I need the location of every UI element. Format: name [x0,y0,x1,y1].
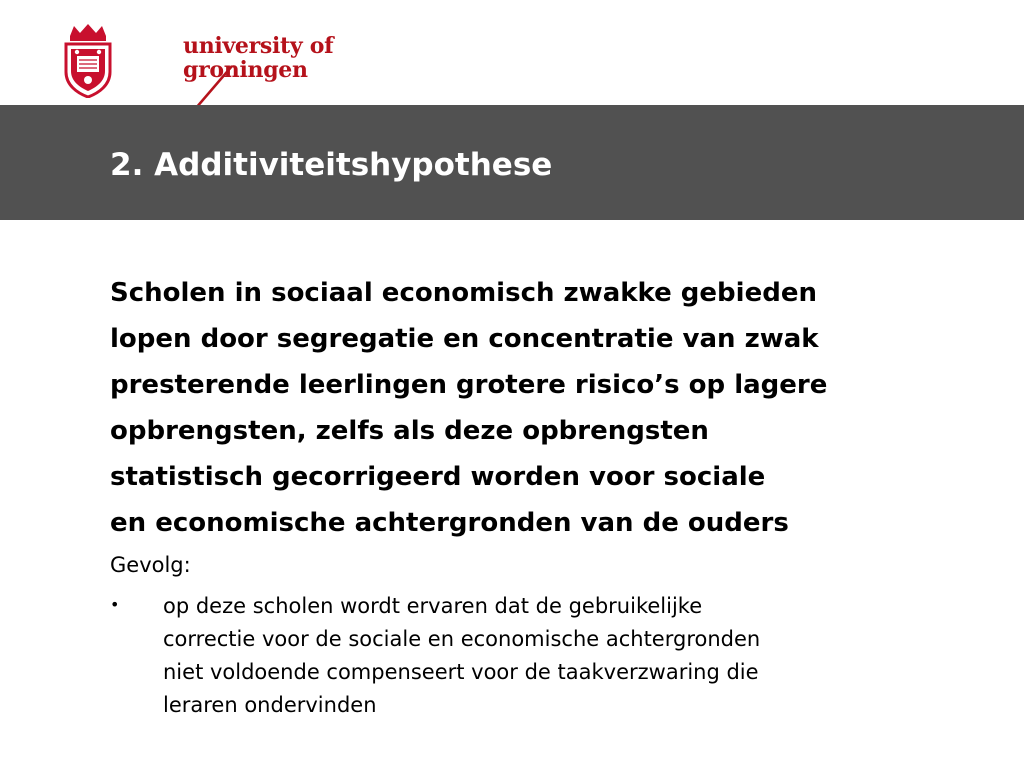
bullet-text [163,590,760,722]
slide-title: 2. Additiviteitshypothese [110,147,553,183]
lead-line: Scholen in sociaal economisch zwakke gebieden [110,278,817,308]
wordmark-line-1: university of [183,33,334,59]
lead-line: opbrengsten, zelfs als deze opbrengsten [110,416,709,446]
lead-line: en economische achtergronden van de ouders [110,508,789,538]
bullet-marker: • [110,595,120,614]
bullet-line: correctie voor de sociale en economische achtergronden [163,627,761,651]
university-wordmark [183,34,333,82]
university-crest-icon [62,22,114,98]
lead-line: statistisch gecorrigeerd worden voor sociale [110,462,766,492]
lead-paragraph [110,270,1000,546]
wordmark-line-2: groningen [183,57,308,83]
lead-line: lopen door segregatie en concentratie van zwak [110,324,819,354]
bullet-line: op deze scholen wordt ervaren dat de gebruikelijke [163,594,703,618]
gevolg-label: Gevolg: [110,553,191,577]
lead-line: presterende leerlingen grotere risico’s op lagere [110,370,828,400]
bullet-line: niet voldoende compenseert voor de taakverzwaring die [163,660,759,684]
bullet-line: leraren ondervinden [163,693,377,717]
